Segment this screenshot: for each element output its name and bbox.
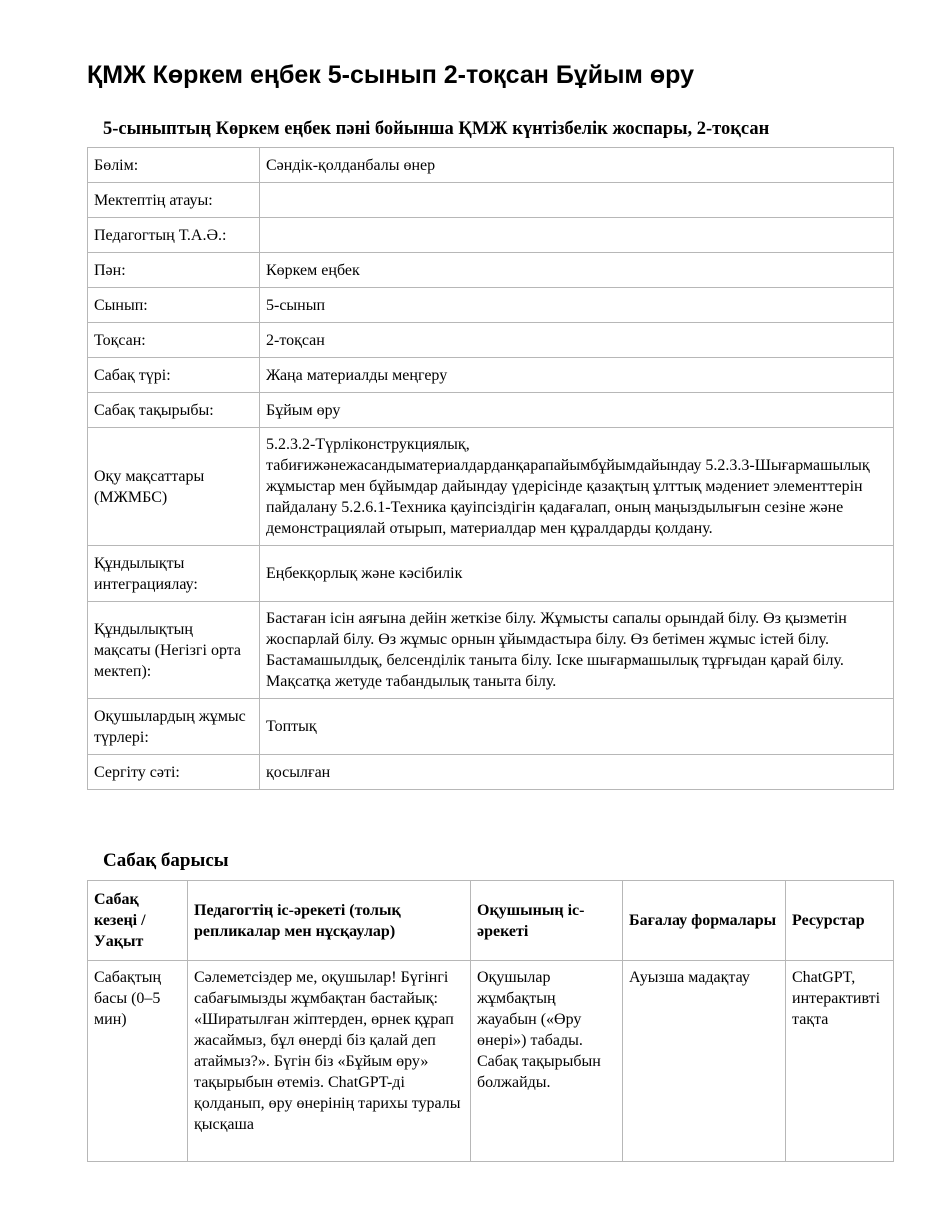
info-value: Жаңа материалды меңгеру [260, 358, 894, 393]
document-subtitle: 5-сыныптың Көркем еңбек пәні бойынша ҚМЖ күнтізбелік жоспары, 2-тоқсан [103, 119, 770, 139]
column-header-stage: Сабақ кезеңі / Уақыт [88, 881, 188, 961]
info-label: Сабақ түрі: [88, 358, 260, 393]
lesson-progress-heading: Сабақ барысы [103, 850, 229, 871]
table-row [88, 358, 894, 393]
info-value: 2-тоқсан [260, 323, 894, 358]
info-value: 5.2.3.2-Түрліконструкциялық, табиғижәнежасандыматериалдарданқарапайымбұйымдайындау 5.2.3.3-Шығармашылық жұмыстар мен бұйымдар дайындау үдерісінде қазақтың ұлттық мәдениет элементтерін пайдалану 5.2.6.1-Техника қауіпсіздігін қадағалап, оның маңыздылығын сезіне және демонстрациялай отырып, материалдар мен құралдарды қолдану. [260, 428, 894, 546]
info-value: Сәндік-қолданбалы өнер [260, 148, 894, 183]
info-value: Бұйым өру [260, 393, 894, 428]
table-row [88, 755, 894, 790]
table-row [88, 602, 894, 699]
info-label: Сынып: [88, 288, 260, 323]
table-row [88, 148, 894, 183]
info-value: 5-сынып [260, 288, 894, 323]
table-header-row [88, 881, 894, 961]
info-label: Педагогтың Т.А.Ә.: [88, 218, 260, 253]
info-value: Бастаған ісін аяғына дейін жеткізе білу. Жұмысты сапалы орындай білу. Өз қызметін жоспарлай білу. Өз жұмыс орнын ұйымдастыра білу. Өз бетімен жұмыс істей білу. Бастамашылдық, белсенділік таныта білу. Іске шығармашылық тұрғыдан қарай білу. Мақсатқа жетуде табандылық таныта білу. [260, 602, 894, 699]
column-header-student-actions: Оқушының іс-әрекеті [471, 881, 623, 961]
teacher-actions-cell: Сәлеметсіздер ме, оқушылар! Бүгінгі сабағымызды жұмбақтан бастайық: «Ширатылған жіптерден, өрнек құрап жасаймыз, бұл өнерді біз қалай деп атаймыз?». Бүгін біз «Бұйым өру» тақырыбын өтеміз. ChatGPT-ді қолданып, өру өнерінің тарихы туралы қысқаша [188, 961, 471, 1162]
info-value [260, 183, 894, 218]
lesson-plan-table [87, 880, 894, 1162]
info-label: Мектептің атауы: [88, 183, 260, 218]
column-header-resources: Ресурстар [786, 881, 894, 961]
info-label: Құндылықтың мақсаты (Негізгі орта мектеп): [88, 602, 260, 699]
info-value: Көркем еңбек [260, 253, 894, 288]
table-row [88, 699, 894, 755]
info-label: Құндылықты интеграциялау: [88, 546, 260, 602]
column-header-assessment: Бағалау формалары [623, 881, 786, 961]
table-row [88, 961, 894, 1162]
table-row [88, 546, 894, 602]
info-value: қосылған [260, 755, 894, 790]
student-actions-cell: Оқушылар жұмбақтың жауабын («Өру өнері») табады. Сабақ тақырыбын болжайды. [471, 961, 623, 1162]
resources-cell: ChatGPT, интерактивті тақта [786, 961, 894, 1162]
column-header-teacher-actions: Педагогтің іс-әрекеті (толық репликалар мен нұсқаулар) [188, 881, 471, 961]
info-label: Сергіту сәті: [88, 755, 260, 790]
info-label: Тоқсан: [88, 323, 260, 358]
info-label: Оқушылардың жұмыс түрлері: [88, 699, 260, 755]
lesson-info-table [87, 147, 894, 790]
info-label: Бөлім: [88, 148, 260, 183]
table-row [88, 218, 894, 253]
table-row [88, 393, 894, 428]
info-value: Еңбекқорлық және кәсібилік [260, 546, 894, 602]
info-label: Сабақ тақырыбы: [88, 393, 260, 428]
info-label: Пән: [88, 253, 260, 288]
info-value: Топтық [260, 699, 894, 755]
table-row [88, 323, 894, 358]
table-row [88, 183, 894, 218]
assessment-cell: Ауызша мадақтау [623, 961, 786, 1162]
document-title: ҚМЖ Көркем еңбек 5-сынып 2-тоқсан Бұйым өру [87, 61, 694, 89]
lesson-stage-cell: Сабақтың басы (0–5 мин) [88, 961, 188, 1162]
info-value [260, 218, 894, 253]
info-label: Оқу мақсаттары (МЖМБС) [88, 428, 260, 546]
table-row [88, 288, 894, 323]
table-row [88, 428, 894, 546]
table-row [88, 253, 894, 288]
